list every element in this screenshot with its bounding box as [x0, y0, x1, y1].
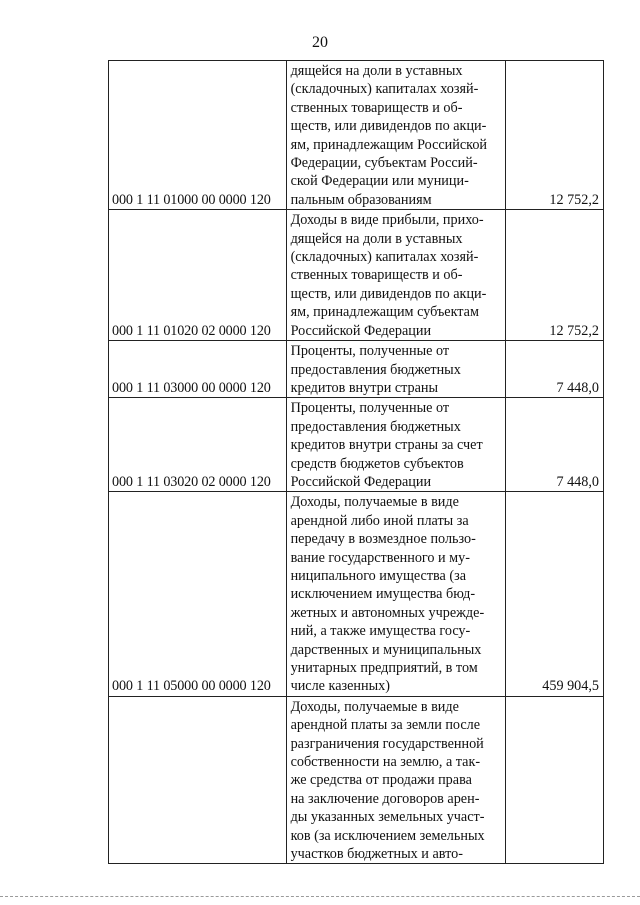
- description-line: вание государственного и му-: [290, 549, 470, 566]
- description-line: ям, принадлежащим субъектам: [290, 304, 479, 321]
- description-line: (складочных) капиталах хозяй-: [290, 249, 479, 266]
- description-line: (складочных) капиталах хозяй-: [290, 81, 479, 98]
- page-bottom-rule: [0, 896, 640, 897]
- description-line: Проценты, полученные от: [290, 343, 450, 360]
- budget-classification-code: 000 1 11 01000 00 0000 120: [109, 61, 287, 210]
- revenue-description: [286, 696, 505, 864]
- description-line: средств бюджетов субъектов: [290, 455, 464, 472]
- description-line: исключением имущества бюд-: [290, 586, 476, 603]
- table-row: [109, 210, 604, 341]
- description-line: Доходы, получаемые в виде: [290, 698, 459, 715]
- description-line: дарственных и муниципальных: [290, 641, 482, 658]
- description-line: ков (за исключением земельных: [290, 827, 485, 844]
- description-line: Российской Федерации: [290, 473, 432, 490]
- amount-value: 7 448,0: [506, 341, 604, 398]
- description-line: кредитов внутри страны: [290, 379, 439, 396]
- budget-classification-code: 000 1 11 01020 02 0000 120: [109, 210, 287, 341]
- description-line: кредитов внутри страны за счет: [290, 437, 483, 454]
- budget-classification-code: 000 1 11 03020 02 0000 120: [109, 398, 287, 492]
- amount-value: 7 448,0: [506, 398, 604, 492]
- amount-value: 12 752,2: [506, 61, 604, 210]
- budget-classification-code: [109, 696, 287, 864]
- revenue-table-body: [109, 61, 604, 864]
- description-line: ниципального имущества (за: [290, 567, 467, 584]
- description-line: числе казенных): [290, 678, 390, 695]
- table-row: [109, 341, 604, 398]
- description-line: дящейся на доли в уставных: [290, 63, 463, 79]
- description-line: ний, а также имущества госу-: [290, 623, 471, 640]
- budget-classification-code: 000 1 11 05000 00 0000 120: [109, 492, 287, 696]
- revenue-description: [286, 341, 505, 398]
- description-line: на заключение договоров арен-: [290, 790, 480, 807]
- description-line: участков бюджетных и авто-: [290, 846, 463, 863]
- description-line: собственности на землю, а так-: [290, 754, 481, 771]
- description-line: передачу в возмездное пользо-: [290, 531, 476, 548]
- description-line: Доходы в виде прибыли, прихо-: [290, 212, 484, 229]
- table-row: [109, 492, 604, 696]
- description-line: разграничения государственной: [290, 735, 484, 752]
- description-line: пальным образованиям: [290, 191, 432, 208]
- amount-value: 459 904,5: [506, 492, 604, 696]
- description-line: жетных и автономных учрежде-: [290, 604, 485, 621]
- description-line: унитарных предприятий, в том: [290, 660, 478, 676]
- table-row: [109, 398, 604, 492]
- description-line: Проценты, полученные от: [290, 400, 450, 417]
- description-line: Доходы, получаемые в виде: [290, 494, 459, 511]
- description-line: ществ, или дивидендов по акци-: [290, 285, 487, 302]
- description-line: арендной платы за земли после: [290, 717, 481, 734]
- description-line: ды указанных земельных участ-: [290, 809, 485, 826]
- description-line: предоставления бюджетных: [290, 418, 461, 435]
- description-line: ществ, или дивидендов по акци-: [290, 118, 487, 135]
- description-line: ственных товариществ и об-: [290, 99, 463, 116]
- revenue-table: [108, 60, 604, 864]
- amount-value: [506, 696, 604, 864]
- amount-value: 12 752,2: [506, 210, 604, 341]
- description-line: арендной либо иной платы за: [290, 512, 469, 529]
- revenue-description: [286, 398, 505, 492]
- description-line: ской Федерации или муници-: [290, 173, 469, 190]
- description-line: Российской Федерации: [290, 322, 432, 339]
- description-line: дящейся на доли в уставных: [290, 230, 463, 247]
- table-row: [109, 61, 604, 210]
- description-line: предоставления бюджетных: [290, 361, 461, 378]
- description-line: ственных товариществ и об-: [290, 267, 463, 284]
- description-line: ям, принадлежащим Российской: [290, 136, 487, 153]
- revenue-description: [286, 61, 505, 210]
- page-number: 20: [312, 34, 328, 51]
- revenue-description: [286, 492, 505, 696]
- table-row: [109, 696, 604, 864]
- description-line: Федерации, субъектам Россий-: [290, 155, 478, 172]
- budget-classification-code: 000 1 11 03000 00 0000 120: [109, 341, 287, 398]
- description-line: же средства от продажи права: [290, 772, 472, 789]
- revenue-description: [286, 210, 505, 341]
